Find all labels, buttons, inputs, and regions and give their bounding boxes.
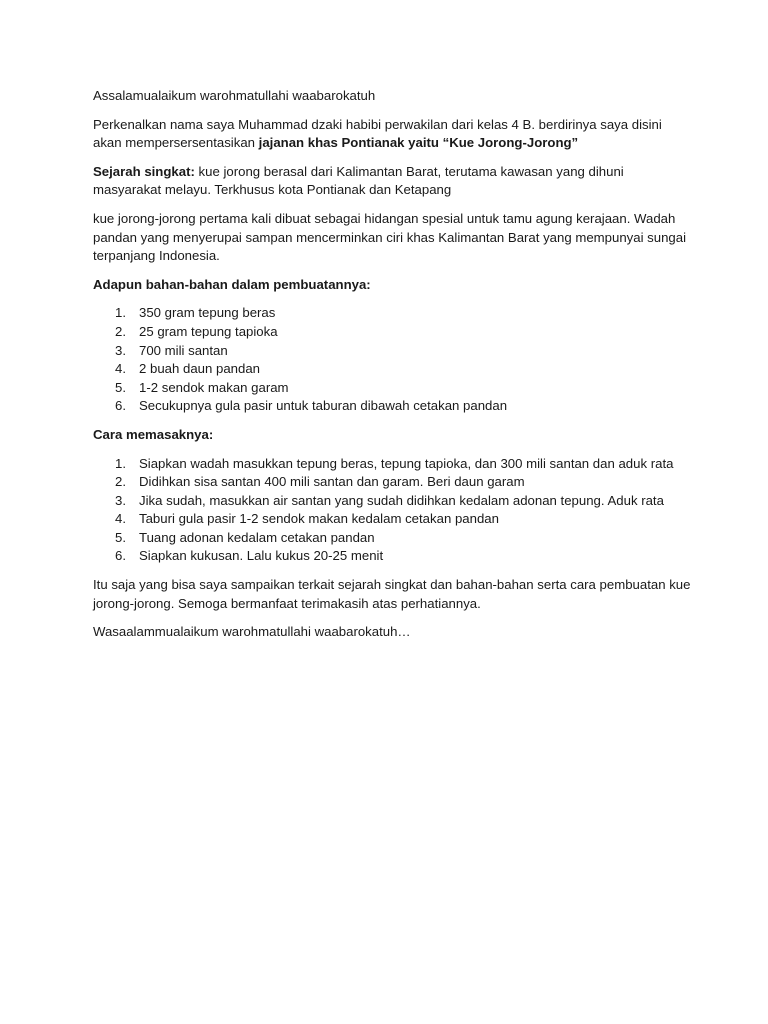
list-item	[93, 342, 693, 361]
closing-paragraph: Itu saja yang bisa saya sampaikan terkait sejarah singkat dan bahan-bahan serta cara pembuatan kue jorong-jorong. Semoga bermanfaat terimakasih atas perhatiannya.	[93, 577, 691, 611]
list-text: Tuang adonan kedalam cetakan pandan	[139, 529, 375, 545]
steps-list	[93, 455, 693, 567]
steps-heading-text: Cara memasaknya:	[93, 426, 214, 442]
list-text: Siapkan kukusan. Lalu kukus 20-25 menit	[139, 548, 384, 564]
list-number: 3.	[115, 492, 126, 508]
list-number: 2.	[115, 474, 126, 490]
list-text: 2 buah daun pandan	[139, 361, 261, 377]
list-number: 1.	[115, 455, 126, 471]
history-label: Sejarah singkat:	[93, 163, 195, 179]
document-body	[93, 87, 693, 652]
list-text: Jika sudah, masukkan air santan yang sudah didihkan kedalam adonan tepung. Aduk rata	[139, 492, 664, 508]
history-detail-paragraph: kue jorong-jorong pertama kali dibuat sebagai hidangan spesial untuk tamu agung kerajaan. Wadah pandan yang menyerupai sampan mencerminkan ciri khas Kalimantan Barat yang mempunyai sungai terpanjang Indonesia.	[93, 210, 687, 264]
list-number: 2.	[115, 323, 126, 339]
list-number: 6.	[115, 398, 126, 414]
list-item	[93, 397, 693, 416]
list-number: 5.	[115, 379, 126, 395]
list-item	[93, 304, 693, 323]
steps-heading	[93, 426, 693, 445]
list-item	[93, 510, 693, 529]
farewell: Wasaalammualaikum warohmatullahi waabarokatuh…	[93, 624, 411, 640]
list-number: 6.	[115, 548, 126, 564]
list-text: Taburi gula pasir 1-2 sendok makan kedalam cetakan pandan	[139, 511, 499, 527]
history-text: kue jorong berasal dari Kalimantan Barat, terutama kawasan yang dihuni masyarakat melayu. Terkhusus kota Pontianak dan Ketapang	[93, 163, 624, 198]
list-text: 700 mili santan	[139, 342, 228, 358]
list-item	[93, 473, 693, 492]
ingredients-heading-text: Adapun bahan-bahan dalam pembuatannya:	[93, 276, 371, 292]
history-paragraph	[93, 163, 693, 200]
list-item	[93, 360, 693, 379]
intro-text: Perkenalkan nama saya Muhammad dzaki habibi perwakilan dari kelas 4 B. berdirinya saya disini akan mempersersentasikan	[93, 116, 662, 151]
intro-bold: jajanan khas Pontianak yaitu “Kue Jorong-Jorong”	[258, 135, 579, 151]
list-item	[93, 455, 693, 474]
list-number: 4.	[115, 361, 126, 377]
list-text: 25 gram tepung tapioka	[139, 323, 278, 339]
ingredients-heading	[93, 276, 693, 295]
list-item	[93, 323, 693, 342]
list-text: Siapkan wadah masukkan tepung beras, tepung tapioka, dan 300 mili santan dan aduk rata	[139, 455, 674, 471]
list-text: Didihkan sisa santan 400 mili santan dan garam. Beri daun garam	[139, 474, 525, 490]
list-number: 3.	[115, 342, 126, 358]
list-text: 350 gram tepung beras	[139, 305, 276, 321]
greeting: Assalamualaikum warohmatullahi waabarokatuh	[93, 88, 376, 103]
list-number: 1.	[115, 305, 126, 321]
list-item	[93, 379, 693, 398]
list-item	[93, 529, 693, 548]
list-text: 1-2 sendok makan garam	[139, 379, 289, 395]
list-number: 4.	[115, 511, 126, 527]
list-item	[93, 492, 693, 511]
intro-paragraph	[93, 116, 693, 153]
ingredients-list	[93, 304, 693, 416]
list-number: 5.	[115, 529, 126, 545]
list-item	[93, 547, 693, 566]
list-text: Secukupnya gula pasir untuk taburan dibawah cetakan pandan	[139, 398, 508, 414]
